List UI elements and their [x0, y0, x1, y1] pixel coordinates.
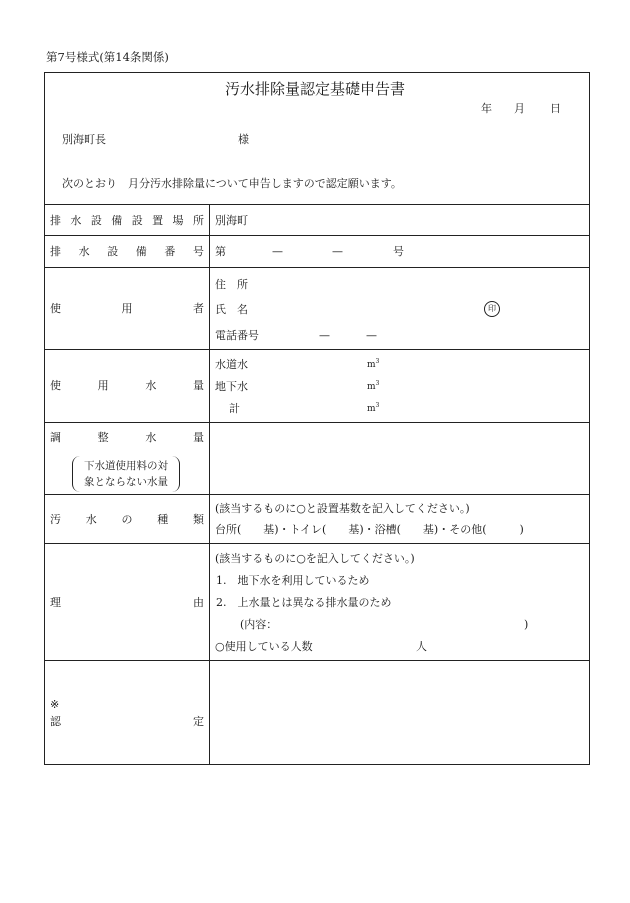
- reason-people: ○使用している人数: [215, 640, 313, 653]
- label-location: 排 水 設 備 設 置 場 所: [50, 214, 204, 227]
- ground-water-unit: $m^3$: [367, 380, 380, 392]
- addressee-name: 別海町長: [62, 133, 106, 146]
- frame-left: [44, 72, 45, 765]
- label-reason: 理 由: [50, 596, 204, 609]
- frame-bottom: [44, 764, 590, 765]
- facility-number-dash: —: [332, 245, 343, 258]
- row-divider: [44, 660, 590, 661]
- row-divider: [44, 422, 590, 423]
- date-day: 日: [550, 102, 561, 115]
- row-divider: [44, 543, 590, 544]
- reason-instruction: (該当するものに○を記入してください。): [215, 552, 415, 565]
- date-month: 月: [514, 102, 525, 115]
- label-adjustment-volume: 調 整 水 量: [50, 431, 204, 444]
- name-label: 氏 名: [215, 303, 248, 316]
- adjustment-note: 下水道使用料の対 象とならない水量: [72, 456, 180, 492]
- ground-water-label: 地下水: [215, 380, 248, 393]
- reason-people-unit: 人: [416, 640, 427, 653]
- tap-water-unit: $m^3$: [367, 358, 380, 370]
- facility-number-prefix: 第: [215, 245, 226, 258]
- phone-label: 電話番号: [215, 329, 259, 342]
- tap-water-label: 水道水: [215, 358, 248, 371]
- row-divider: [44, 349, 590, 350]
- types-instruction: (該当するものに○と設置基数を記入してください。): [215, 502, 470, 515]
- location-value: 別海町: [215, 214, 248, 227]
- form-number: 第7号様式(第14条関係): [46, 50, 169, 64]
- label-approval: 認 定: [50, 715, 204, 728]
- reason-detail: (内容：: [240, 618, 278, 631]
- phone-dash: —: [319, 329, 330, 342]
- seal-mark: 印: [484, 301, 500, 317]
- row-divider: [44, 235, 590, 236]
- label-user: 使 用 者: [50, 302, 204, 315]
- label-water-volume: 使 用 水 量: [50, 379, 204, 392]
- addressee-honorific: 様: [238, 133, 249, 146]
- facility-number-suffix: 号: [393, 245, 404, 258]
- frame-right: [589, 72, 590, 765]
- row-divider: [44, 267, 590, 268]
- row-divider: [44, 204, 590, 205]
- types-options: 台所( 基)・トイレ( 基)・浴槽( 基)・その他( ): [215, 523, 524, 536]
- frame-top: [44, 72, 590, 73]
- form-title: 汚水排除量認定基礎申告書: [224, 80, 405, 98]
- address-label: 住 所: [215, 278, 248, 291]
- date-year: 年: [481, 102, 492, 115]
- reason-item-1: 1. 地下水を利用しているため: [216, 574, 370, 587]
- facility-number-dash: —: [272, 245, 283, 258]
- reason-detail-close: ): [524, 618, 529, 631]
- phone-dash: —: [366, 329, 377, 342]
- label-wastewater-type: 汚 水 の 種 類: [50, 513, 204, 526]
- approval-mark: ※: [50, 698, 60, 711]
- total-unit: $m^3$: [367, 402, 380, 414]
- reason-item-2: 2. 上水量とは異なる排水量のため: [216, 596, 392, 609]
- row-divider: [44, 494, 590, 495]
- label-facility-number: 排 水 設 備 番 号: [50, 245, 204, 258]
- total-label: 計: [229, 402, 240, 415]
- column-divider: [209, 204, 210, 765]
- declaration-text: 次のとおり 月分汚水排除量について申告しますので認定願います。: [62, 177, 402, 190]
